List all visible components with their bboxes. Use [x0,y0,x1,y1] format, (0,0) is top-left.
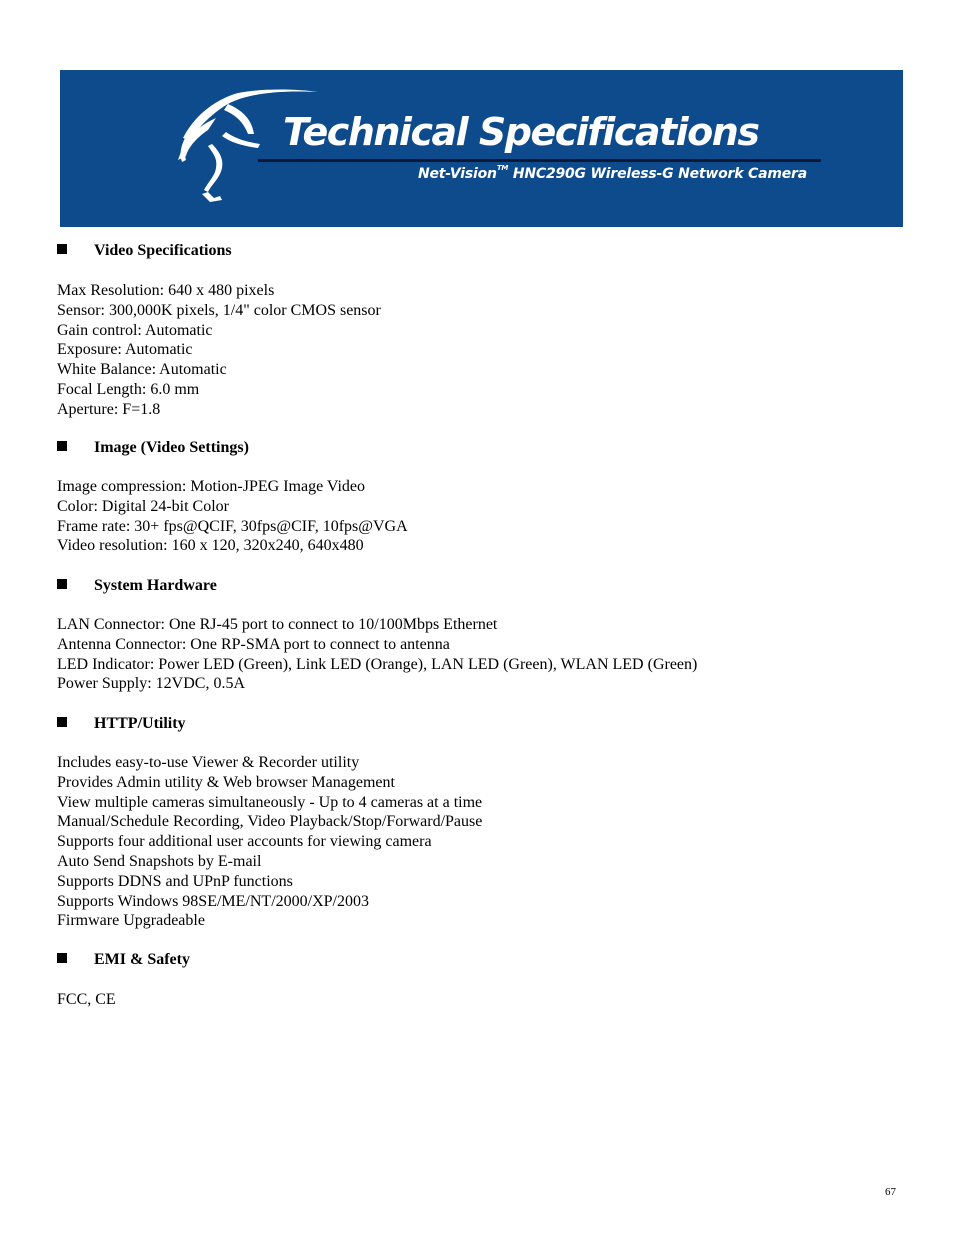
square-bullet-icon [57,717,67,727]
section-body-emi-safety [57,990,116,1010]
spec-line: Supports four additional user accounts for viewing camera [57,833,432,851]
spec-line: Exposure: Automatic [57,341,193,359]
square-bullet-icon [57,579,67,589]
section-heading-image-video-settings [57,438,249,458]
spec-line: Max Resolution: 640 x 480 pixels [57,282,275,299]
section-body-video-specifications [57,281,381,420]
spec-line: Sensor: 300,000K pixels, 1/4" color CMOS sensor [57,301,381,319]
subtitle-brand: Net-Vision [418,166,497,182]
spec-line: Image compression: Motion-JPEG Image Video [57,478,366,495]
spec-line: Supports Windows 98SE/ME/NT/2000/XP/2003 [57,892,369,910]
section-heading-http-utility [57,714,186,734]
spec-line: LED Indicator: Power LED (Green), Link LED (Orange), LAN LED (Green), WLAN LED (Green) [57,655,698,673]
header-banner [60,70,903,227]
page-number: 67 [885,1186,896,1198]
spec-line: Video resolution: 160 x 120, 320x240, 640x480 [57,537,364,555]
section-heading-emi-safety [57,950,190,970]
banner-subtitle [418,166,807,182]
spec-line: LAN Connector: One RJ-45 port to connect to 10/100Mbps Ethernet [57,616,498,633]
subtitle-product: HNC290G Wireless-G Network Camera [508,166,808,182]
spec-line: Frame rate: 30+ fps@QCIF, 30fps@CIF, 10fps@VGA [57,517,408,535]
square-bullet-icon [57,244,67,254]
spec-line: Focal Length: 6.0 mm [57,380,200,398]
spec-line: Supports DDNS and UPnP functions [57,872,293,890]
spec-line: Power Supply: 12VDC, 0.5A [57,675,246,693]
section-body-http-utility [57,753,482,931]
section-heading-label: Video Specifications [94,242,232,259]
spec-line: View multiple cameras simultaneously - Up to 4 cameras at a time [57,793,483,811]
spec-line: Manual/Schedule Recording, Video Playback/Stop/Forward/Pause [57,813,483,831]
spec-line: Includes easy-to-use Viewer & Recorder utility [57,754,360,771]
section-heading-system-hardware [57,576,217,596]
section-body-system-hardware [57,615,697,694]
section-heading-video-specifications [57,241,232,261]
spec-line: Aperture: F=1.8 [57,400,161,418]
trademark-mark: TM [496,164,509,172]
section-heading-label: EMI & Safety [94,951,190,968]
section-heading-label: System Hardware [94,577,217,594]
section-heading-label: Image (Video Settings) [94,439,249,456]
square-bullet-icon [57,441,67,451]
banner-divider [258,159,821,162]
spec-line: Firmware Upgradeable [57,912,205,930]
spec-line: Color: Digital 24-bit Color [57,497,229,515]
square-bullet-icon [57,953,67,963]
section-body-image-video-settings [57,477,408,556]
spec-line: Auto Send Snapshots by E-mail [57,852,262,870]
banner-title: Technical Specifications [283,110,759,154]
spec-line: Provides Admin utility & Web browser Management [57,773,395,791]
spec-line: Antenna Connector: One RP-SMA port to connect to antenna [57,635,450,653]
spec-line: Gain control: Automatic [57,321,213,339]
spec-line: FCC, CE [57,991,116,1008]
section-heading-label: HTTP/Utility [94,715,186,732]
spec-line: White Balance: Automatic [57,361,227,379]
